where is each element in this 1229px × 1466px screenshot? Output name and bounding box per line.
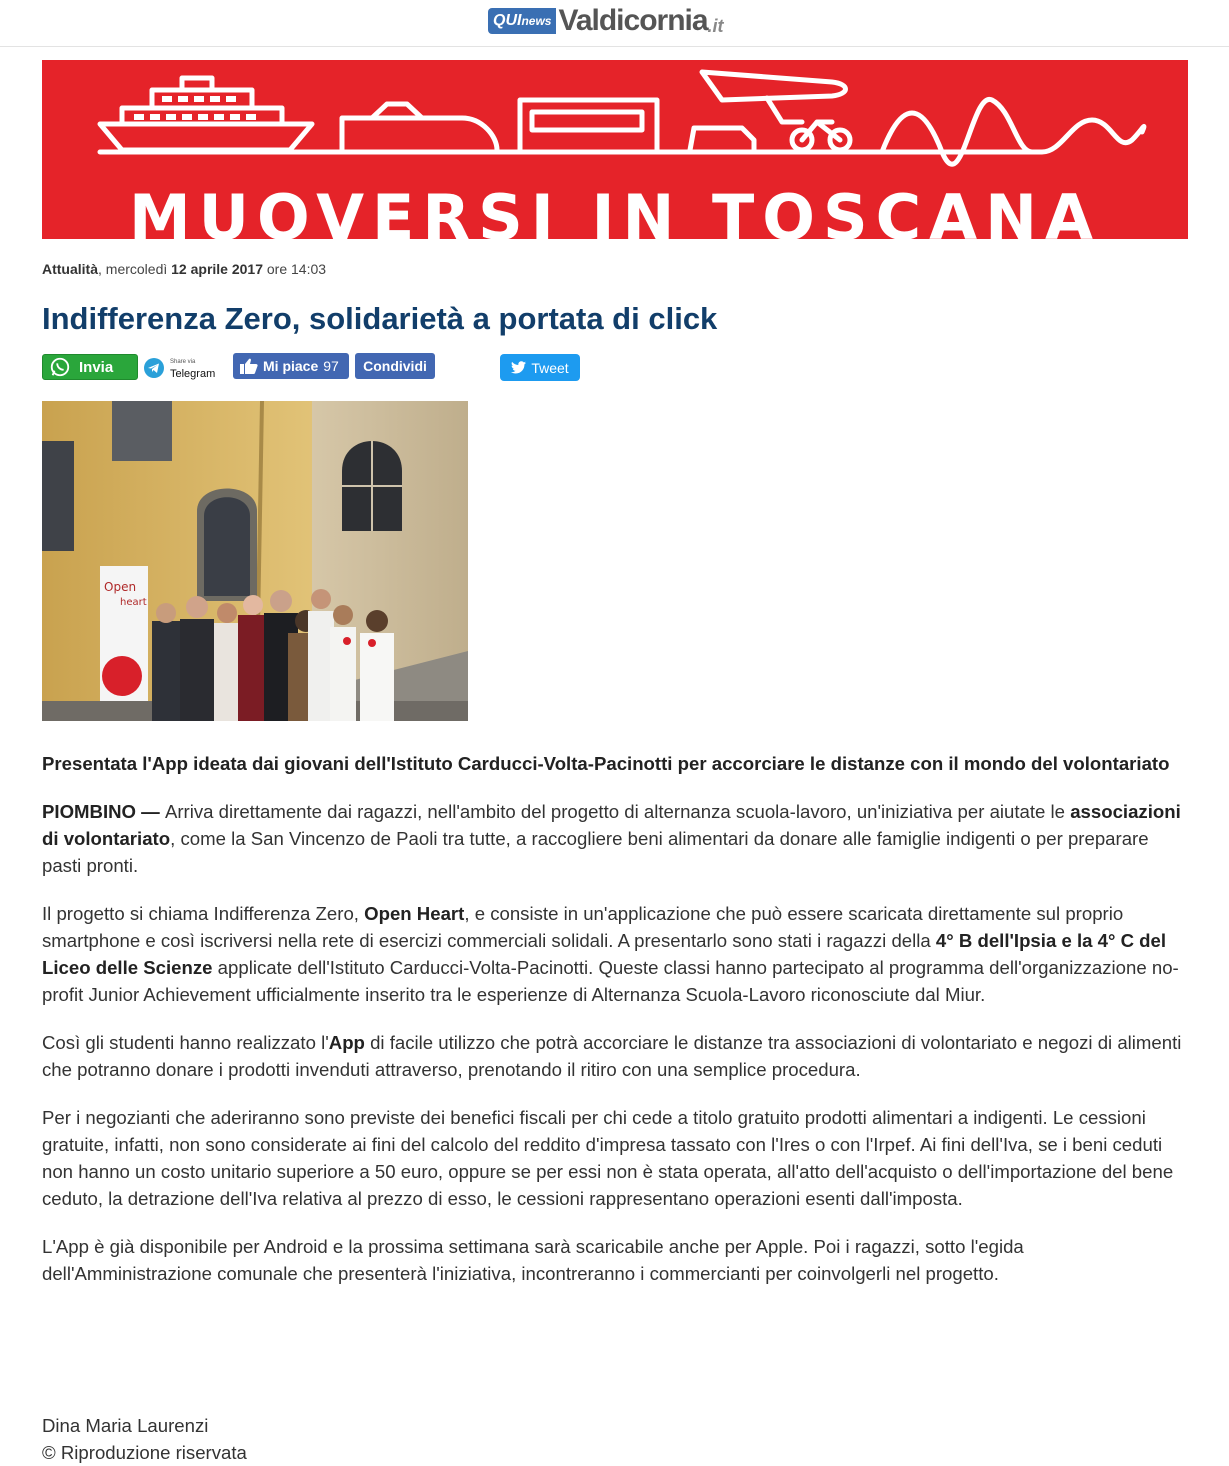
telegram-share-label: Telegram: [170, 368, 216, 380]
whatsapp-icon: [49, 356, 71, 378]
telegram-icon: [144, 358, 164, 378]
article-rights: © Riproduzione riservata: [42, 1442, 247, 1463]
site-logo[interactable]: [488, 5, 724, 37]
article-time: ore 14:03: [263, 261, 327, 277]
site-header: [0, 0, 1229, 47]
whatsapp-share-label: Invia: [79, 358, 114, 376]
svg-text:heart: heart: [120, 597, 147, 608]
whatsapp-share-button[interactable]: [42, 354, 138, 380]
article-paragraph: Il progetto si chiama Indifferenza Zero, Open Heart, e consiste in un'applicazione che può essere scaricata direttamente sul proprio smartphone e così iscriversi nella rete di esercizi commerciali solidali. A presentarlo sono stati i ragazzi della 4° B dell'Ipsia e la 4° C del Liceo delle Scienze applicate dell'Istituto Carducci-Volta-Pacinotti. Queste classi hanno partecipato al programma dell'organizzazione no-profit Junior Achievement ufficialmente inserito tra le esperienze di Alternanza Scuola-Lavoro riconosciute dal Miur.: [42, 903, 1179, 1005]
logo-tld: .it: [707, 15, 724, 36]
tweet-button[interactable]: [500, 354, 580, 381]
banner-ad-muoversi-in-toscana[interactable]: [42, 60, 1188, 239]
article-signature: [42, 1412, 247, 1466]
telegram-share-button[interactable]: [144, 356, 215, 380]
article-body: [42, 750, 1188, 1308]
article-paragraph: L'App è già disponibile per Android e la prossima settimana sarà scaricabile anche per Apple. Poi i ragazzi, sotto l'egida dell'Amministrazione comunale che presenterà l'iniziativa, incontreranno i commercianti per coinvolgerli nel progetto.: [42, 1236, 1024, 1284]
article-author: Dina Maria Laurenzi: [42, 1415, 209, 1436]
article-lead: Presentata l'App ideata dai giovani dell'Istituto Carducci-Volta-Pacinotti per accorciare le distanze con il mondo del volontariato: [42, 753, 1170, 774]
facebook-share-button[interactable]: [355, 353, 435, 379]
article-paragraph: Per i negozianti che aderiranno sono previste dei benefici fiscali per chi cede a titolo gratuito prodotti alimentari a indigenti. Le cessioni gratuite, infatti, non sono considerate ai fini del calcolo del reddito d'impresa tassato con l'Ires o con l'Irpef. Ai fini dell'Iva, se i beni ceduti non hanno un costo unitario superiore a 50 euro, oppure se per essi non è stata operata, all'atto dell'acquisto o dell'importazione del bene ceduto, la detrazione dell'Iva relativa al prezzo di esso, le cessioni rappresentano operazioni esenti dall'imposta.: [42, 1107, 1174, 1209]
facebook-share-label: Condividi: [363, 358, 427, 374]
article-meta: [42, 261, 326, 277]
facebook-like-button[interactable]: [233, 353, 349, 379]
article-paragraph: PIOMBINO — Arriva direttamente dai ragazzi, nell'ambito del progetto di alternanza scuola-lavoro, un'iniziativa per aiutate le associazioni di volontariato, come la San Vincenzo de Paoli tra tutte, a raccogliere beni alimentari da donare alle famiglie indigenti o per preparare pasti pronti.: [42, 801, 1181, 876]
article-weekday: , mercoledì: [98, 261, 172, 277]
facebook-like-label: Mi piace: [263, 358, 319, 374]
article-category[interactable]: Attualità: [42, 261, 98, 277]
logo-qui-badge: QUInews: [488, 8, 556, 34]
article-photo: [42, 401, 468, 721]
thumbs-up-icon: [240, 358, 258, 374]
telegram-share-small: Share via: [170, 359, 196, 365]
article-title: Indifferenza Zero, solidarietà a portata di click: [42, 301, 718, 336]
twitter-bird-icon: [511, 361, 526, 374]
logo-name: Valdicornia: [558, 4, 708, 37]
article-date: 12 aprile 2017: [171, 261, 263, 277]
svg-text:Open: Open: [104, 580, 137, 594]
banner-text: MUOVERSI IN TOSCANA: [128, 181, 1102, 239]
tweet-label: Tweet: [531, 359, 569, 376]
facebook-like-count: 97: [323, 358, 339, 374]
dateline: PIOMBINO —: [42, 801, 165, 822]
share-bar: [42, 353, 642, 381]
article-paragraph: Così gli studenti hanno realizzato l'App di facile utilizzo che potrà accorciare le distanze tra associazioni di volontariato e negozi di alimenti che potranno donare i prodotti invenduti attraverso, prenotando il ritiro con una semplice procedura.: [42, 1032, 1182, 1080]
group-photo-illustration: [42, 401, 468, 721]
